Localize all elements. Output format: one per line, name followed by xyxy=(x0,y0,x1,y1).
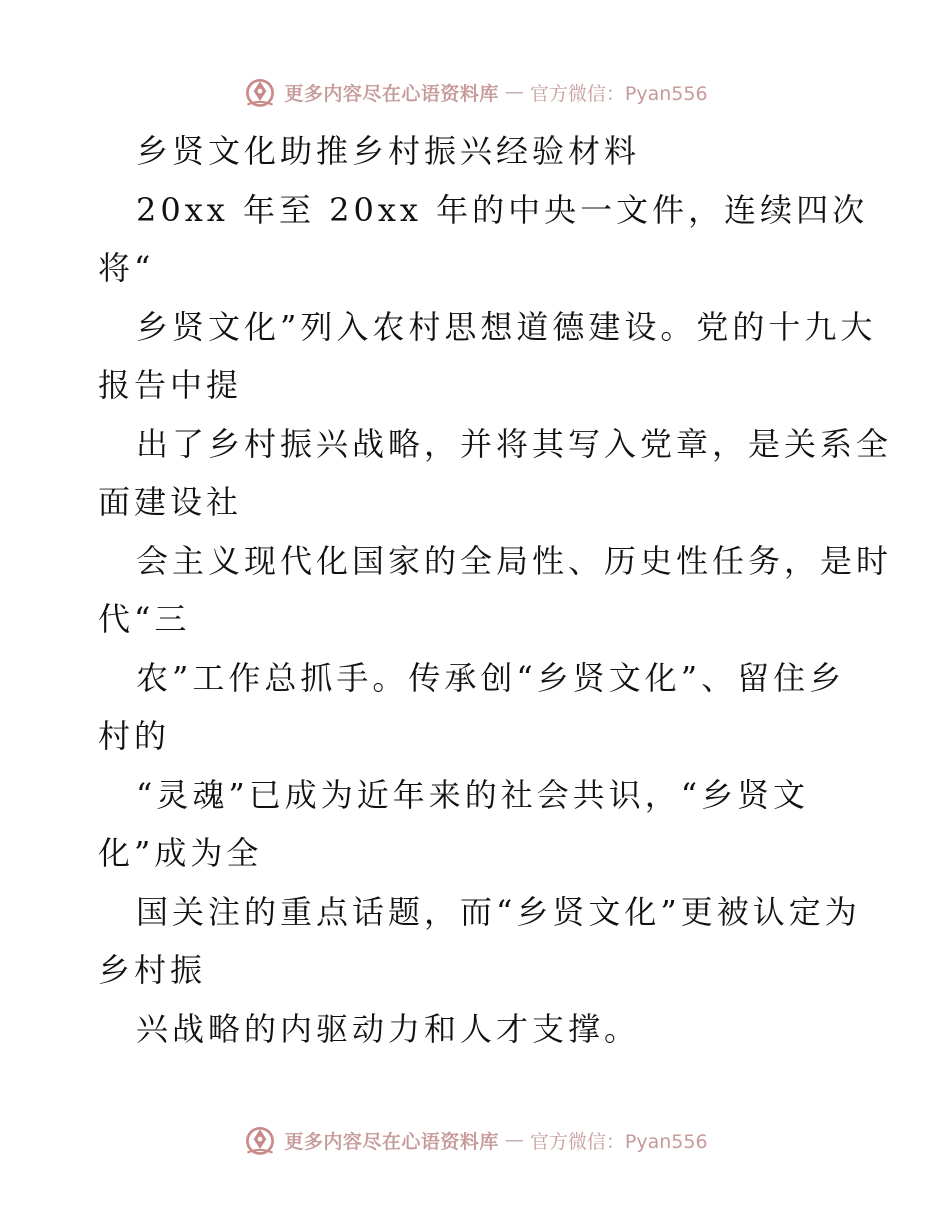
paragraph-line: 面建设社 xyxy=(98,483,243,521)
watermark-site-text: 更多内容尽在心语资料库 xyxy=(284,1130,499,1153)
paragraph-line: 国关注的重点话题，而“乡贤文化”更被认定为 xyxy=(136,892,861,931)
quill-pen-icon xyxy=(242,1122,278,1158)
document-title: 乡贤文化助推乡村振兴经验材料 xyxy=(136,132,641,170)
paragraph-line: 农”工作总抓手。传承创“乡贤文化”、留住乡 xyxy=(136,658,846,697)
paragraph-line: 将“ xyxy=(98,249,155,287)
watermark-dash: — xyxy=(504,81,524,103)
footer-watermark xyxy=(0,1120,950,1160)
paragraph-line: 乡贤文化”列入农村思想道德建设。党的十九大 xyxy=(136,307,877,346)
paragraph-line: 代“三 xyxy=(98,600,191,638)
quill-pen-icon xyxy=(242,74,278,110)
paragraph-line: 20xx 年至 20xx 年的中央一文件，连续四次 xyxy=(136,190,869,229)
header-watermark xyxy=(0,72,950,112)
paragraph-line: 报告中提 xyxy=(98,366,243,404)
watermark-contact-text: 官方微信：Pyan556 xyxy=(529,1130,708,1153)
paragraph-line: “灵魂”已成为近年来的社会共识，“乡贤文 xyxy=(136,775,810,814)
watermark-dash: — xyxy=(504,1129,524,1151)
paragraph-line: 村的 xyxy=(98,717,171,755)
watermark-group xyxy=(242,1122,707,1158)
paragraph-line: 出了乡村振兴战略，并将其写入党章，是关系全 xyxy=(136,424,893,463)
watermark-group xyxy=(242,74,707,110)
paragraph-line: 乡村振 xyxy=(98,951,207,989)
watermark-site-text: 更多内容尽在心语资料库 xyxy=(284,82,499,105)
watermark-contact-text: 官方微信：Pyan556 xyxy=(529,82,708,105)
paragraph-line: 会主义现代化国家的全局性、历史性任务，是时 xyxy=(136,541,893,580)
paragraph-line: 化”成为全 xyxy=(98,834,263,872)
document-body xyxy=(98,122,893,1058)
paragraph-line: 兴战略的内驱动力和人才支撑。 xyxy=(136,1009,641,1048)
